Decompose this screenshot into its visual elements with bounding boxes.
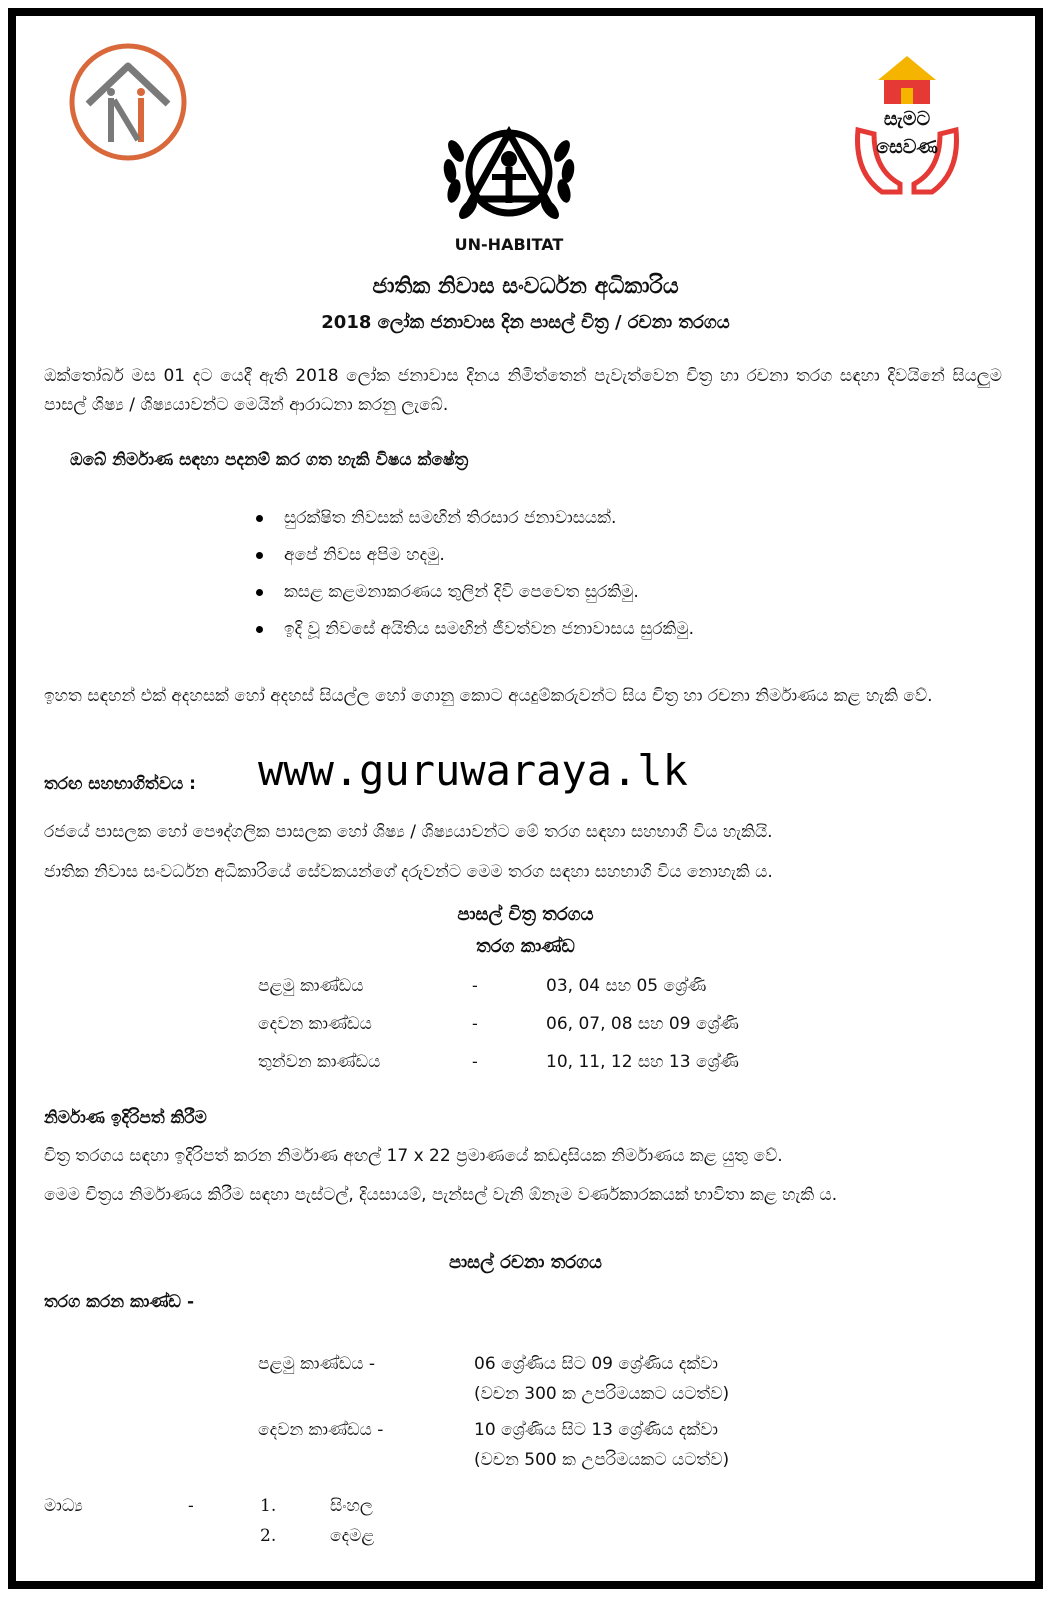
topics-list [256, 506, 976, 654]
essay-row-value: 10 ශ්‍රේණිය සිට 13 ශ්‍රේණිය දක්වා [474, 1420, 718, 1440]
note-paragraph: ඉහත සඳහන් එක් අදහසක් හෝ අදහස් සියල්ල හෝ ගොනු කොට අයදුම්කරුවන්ට සිය චිත්‍ර හා රචනා නිර්මාණය කළ හැකි වේ. [44, 686, 933, 706]
samata-sevana-line2: සෙවණ [876, 136, 938, 158]
essay-title: පාසල් රචනා තරගය [449, 1252, 602, 1273]
un-habitat-logo [434, 111, 584, 254]
essay-heading: තරග කරන කාණ්ඩ - [44, 1292, 194, 1312]
intro-paragraph: ඔක්තෝබර් මස 01 දට යෙදී ඇති 2018 ලෝක ජනාවාස දිනය නිමිත්තෙන් පැවැත්වෙන චිත්‍ර හා රචනා තරග සඳහා දිවයිනේ සියලුම පාසල් ශිෂ්‍ය / ශිෂ්‍යයාවන්ට මෙයින් ආරාධනා කරනු ලැබේ. [44, 366, 1002, 415]
topics-heading: ඔබේ නිර්මාණ සඳහා පදනම් කර ගත හැකි විෂය ක්ෂේත්‍ර [70, 450, 469, 470]
list-item: ඉදි වූ නිවසේ අයිතිය සමඟින් ජීවත්වන ජනාවාසය සුරකිමු. [256, 617, 976, 654]
medium-item-number: 2. [260, 1526, 277, 1546]
watermark-url: www.guruwaraya.lk [258, 746, 688, 795]
list-item: කසළ කළමනාකරණය තුලින් දිවි පෙවෙත සුරකිමු. [256, 580, 976, 617]
document-subtitle: 2018 ලෝක ජනාවාස දින පාසල් චිත්‍ර / රචනා තරගය [321, 312, 730, 333]
un-habitat-caption: UN-HABITAT [454, 235, 564, 254]
medium-item-name: දෙමළ [330, 1526, 375, 1546]
essay-row-value: 06 ශ්‍රේණිය සිට 09 ශ්‍රේණිය දක්වා [474, 1354, 718, 1374]
participation-heading: තරඟ සහභාගිත්වය : [44, 774, 196, 794]
submission-line-2: මෙම චිත්‍රය නිර්මාණය කිරීම සඳහා පැස්ටල්, දියසායම්, පැන්සල් වැනි ඕනෑම වර්ණකාරකයක් භාවිතා කළ හැකි ය. [44, 1185, 838, 1205]
drawing-row-label: දෙවන කාණ්ඩය [258, 1014, 372, 1034]
drawing-row-value: 10, 11, 12 සහ 13 ශ්‍රේණි [546, 1052, 739, 1072]
submission-line-1: චිත්‍ර තරගය සඳහා ඉදිරිපත් කරන නිර්මාණ අඟල් 17 x 22 ප්‍රමාණයේ කඩදාසියක නිර්මාණය කළ යුතු වේ. [44, 1146, 783, 1166]
drawing-row-separator: - [472, 1052, 478, 1072]
medium-separator: - [188, 1496, 194, 1516]
drawing-row-separator: - [472, 1014, 478, 1034]
samata-sevana-line1: සැමට [883, 108, 931, 130]
drawing-row-separator: - [472, 976, 478, 996]
essay-row-limit: (වචන 300 ක උපරිමයකට යටත්ව) [474, 1384, 730, 1404]
drawing-row-value: 03, 04 සහ 05 ශ්‍රේණි [546, 976, 707, 996]
samata-sevana-logo [852, 52, 962, 197]
list-item: අපේ නිවස අපිම හදමු. [256, 543, 976, 580]
document-title: ජාතික නිවාස සංවර්ධන අධිකාරිය [372, 274, 679, 299]
drawing-row-value: 06, 07, 08 සහ 09 ශ්‍රේණි [546, 1014, 739, 1034]
drawing-subtitle: තරග කාණ්ඩ [476, 936, 575, 957]
list-item: සුරක්ෂිත නිවසක් සමඟින් තිරසාර ජනාවාසයක්. [256, 506, 976, 543]
participation-line-2: ජාතික නිවාස සංවර්ධන අධිකාරියේ සේවකයන්ගේ දරුවන්ට මෙම තරග සඳහා සහභාගි විය නොහැකි ය. [44, 862, 773, 882]
drawing-row-label: තුන්වන කාණ්ඩය [258, 1052, 381, 1072]
drawing-row-label: පළමු කාණ්ඩය [258, 976, 364, 996]
nhda-logo [68, 42, 188, 162]
un-habitat-emblem-icon [434, 111, 584, 229]
nhda-logo-icon [68, 42, 188, 162]
essay-row-label: පළමු කාණ්ඩය - [258, 1354, 375, 1374]
medium-item-name: සිංහල [330, 1496, 373, 1516]
essay-row-limit: (වචන 500 ක උපරිමයකට යටත්ව) [474, 1450, 730, 1470]
essay-row-label: දෙවන කාණ්ඩය - [258, 1420, 384, 1440]
drawing-title: පාසල් චිත්‍ර තරගය [457, 904, 594, 925]
medium-label: මාධ්‍ය [44, 1496, 83, 1516]
submission-heading: නිර්මාණ ඉදිරිපත් කිරීම [44, 1108, 207, 1128]
medium-item-number: 1. [260, 1496, 277, 1516]
page-frame [8, 8, 1043, 1589]
participation-line-1: රජයේ පාසලක හෝ පෞද්ගලික පාසලක හෝ ශිෂ්‍ය / ශිෂ්‍යයාවන්ට මේ තරග සඳහා සහභාගි විය හැකියි. [44, 822, 773, 842]
